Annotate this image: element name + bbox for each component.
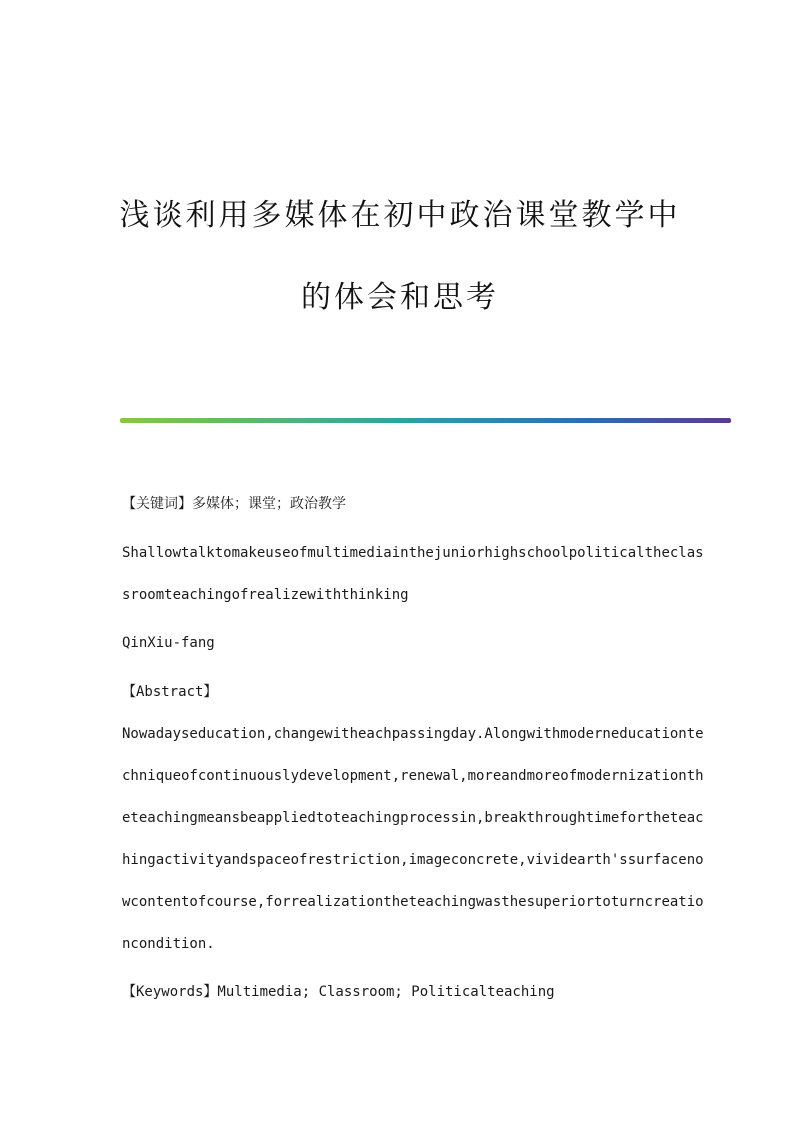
title-line-1: 浅谈利用多媒体在初中政治课堂教学中 [119,198,681,233]
english-title-line-1: Shallowtalktomakeuseofmultimediainthejuniorhighschoolpoliticaltheclas [122,545,704,561]
abstract-line: Nowadayseducation,changewitheachpassingday.Alongwithmoderneducationte [122,726,704,742]
keywords-english: 【Keywords】Multimedia; Classroom; Politicalteaching [122,984,555,1000]
keywords-chinese: 【关键词】多媒体；课堂；政治教学 [122,496,346,512]
author-name: QinXiu-fang [122,635,215,651]
abstract-line: hingactivityandspaceofrestriction,imageconcrete,vividearth'ssurfaceno [122,852,704,868]
abstract-line: chniqueofcontinuouslydevelopment,renewal,moreandmoreofmodernizationth [122,768,704,784]
abstract-heading: 【Abstract】 [122,684,218,700]
title-divider [120,418,731,423]
abstract-line: eteachingmeansbeappliedtoteachingprocessin,breakthroughtimefortheteac [122,810,704,826]
title-line-2: 的体会和思考 [301,280,499,315]
abstract-line: ncondition. [122,936,215,952]
abstract-line: wcontentofcourse,forrealizationtheteachingwasthesuperiortoturncreatio [122,894,704,910]
english-title-line-2: sroomteachingofrealizewiththinking [122,587,409,603]
